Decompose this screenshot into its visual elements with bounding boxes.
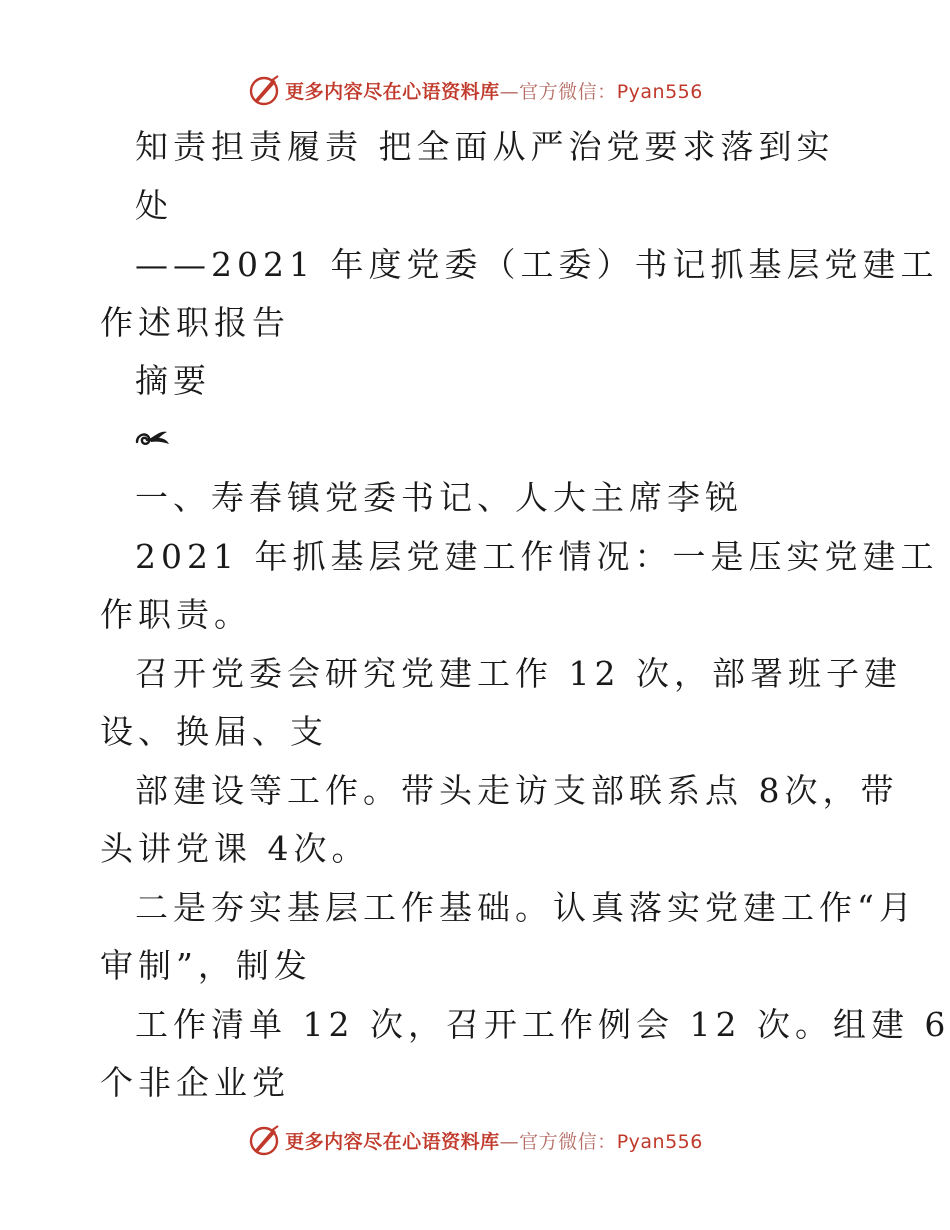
- quill-pen-logo-icon: [247, 73, 281, 107]
- doc-subtitle-line1: ——2021 年度党委（工委）书记抓基层党建工: [135, 245, 939, 284]
- doc-subtitle-line2: 作述职报告: [100, 303, 290, 342]
- watermark-dash: —: [499, 80, 520, 103]
- watermark-wechat-id: Pyan556: [616, 80, 703, 103]
- p1-line2: 作职责。: [100, 595, 252, 634]
- watermark-official: 官方微信：: [519, 1130, 617, 1153]
- p5-line1: 工作清单 12 次，召开工作例会 12 次。组建 6: [135, 1005, 950, 1044]
- p2-line2: 设、换届、支: [100, 712, 328, 751]
- watermark-prefix: 更多内容尽在心语资料库: [285, 1130, 500, 1153]
- watermark-text: [285, 1127, 703, 1154]
- header-watermark: [0, 70, 950, 110]
- p4-line2: 审制”，制发: [100, 946, 312, 985]
- watermark-official: 官方微信：: [519, 80, 617, 103]
- doc-title-line1: 知责担责履责 把全面从严治党要求落到实: [135, 127, 835, 166]
- p3-line1: 部建设等工作。带头走访支部联系点 8次，带: [135, 771, 899, 810]
- p5-line2: 个非企业党: [100, 1063, 290, 1102]
- quill-pen-logo-icon: [247, 1123, 281, 1157]
- p2-line1: 召开党委会研究党建工作 12 次，部署班子建: [135, 654, 902, 693]
- p3-line2: 头讲党课 4次。: [100, 829, 370, 868]
- fleuron-ornament-icon: [133, 424, 173, 452]
- watermark-dash: —: [499, 1130, 520, 1153]
- watermark-wechat-id: Pyan556: [616, 1130, 703, 1153]
- p4-line1: 二是夯实基层工作基础。认真落实党建工作“月: [135, 888, 917, 927]
- p1-line1: 2021 年抓基层党建工作情况：一是压实党建工: [135, 537, 939, 576]
- footer-watermark: [0, 1120, 950, 1160]
- doc-title-line2: 处: [135, 186, 173, 225]
- watermark-text: [285, 77, 703, 104]
- section1-heading: 一、寿春镇党委书记、人大主席李锐: [135, 478, 743, 517]
- abstract-heading: 摘要: [135, 361, 211, 400]
- watermark-prefix: 更多内容尽在心语资料库: [285, 80, 500, 103]
